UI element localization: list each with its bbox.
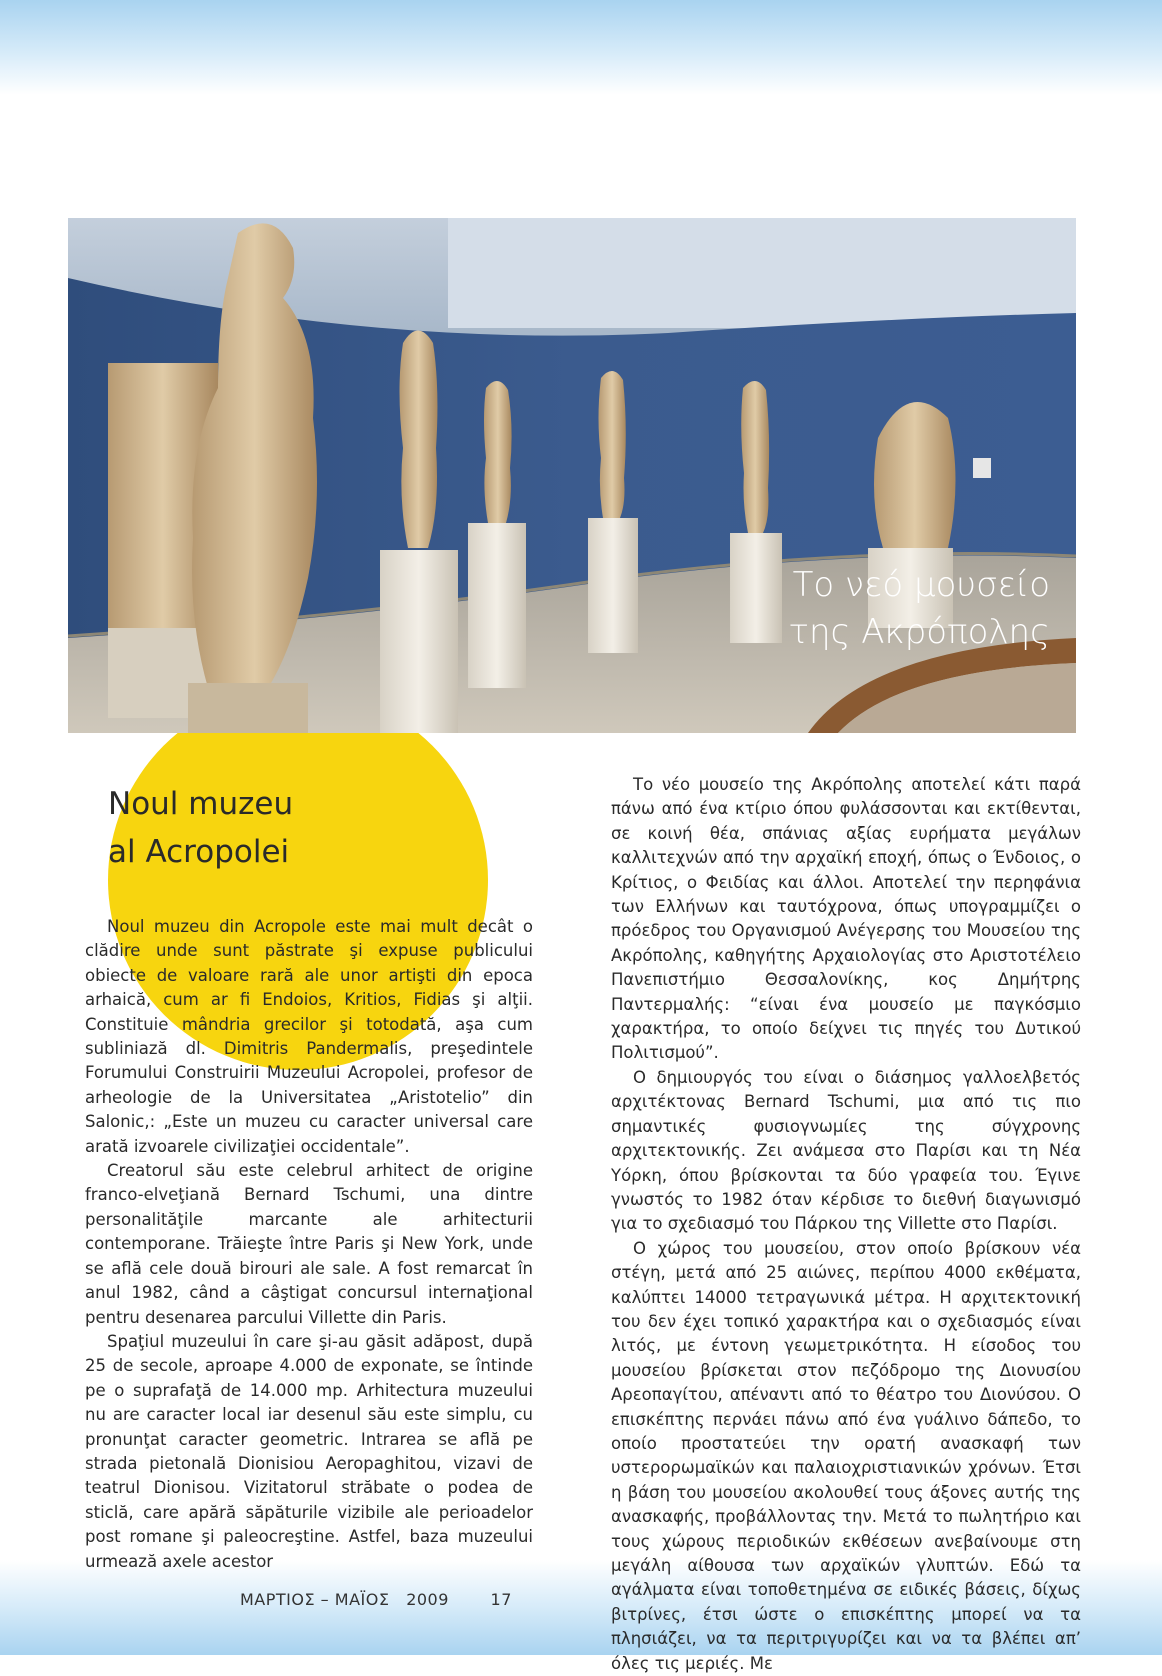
top-gradient-band xyxy=(0,0,1162,95)
greek-paragraph-3: Ο χώρος του μουσείου, στον οποίο βρίσκουν νέα στέγη, μετά από 25 αιώνες, περίπου 4000 εκθέματα, καλύπτει 14000 τετραγωνικά μέτρα. Η αρχιτεκτονική του δεν έχει τοπικό χαρακτήρα και ο σχεδιασμός είναι λιτός, με έντονη γεωμετρικότητα. Η είσοδος του μουσείου βρίσκεται στον πεζόδρομο της Διονυσίου Αρεοπαγίτου, απέναντι από το θέατρο του Διονύσου. Ο επισκέπτης περνάει πάνω από ένα γυάλινο δάπεδο, το οποίο προστατεύει την ορατή ανασκαφή των υστερορωμαϊκών και παλαιοχριστιανικών χρόνων. Έτσι η βάση του μουσείου ακολουθεί τους άξονες αυτής της ανασκαφής, προβάλλοντας την. Μετά το πωλητήριο και τους χώρους περιοδικών εκθέσεων ανεβαίνουμε στη μεγάλη αίθουσα των αρχαϊκών γλυπτών. Εδώ τα αγάλματα είναι τοποθετημένα σε ειδικές βάσεις, δίχως βιτρίνες, έτσι ώστε ο επισκέπτης μπορεί να τα πλησιάζει, να τα περιτριγυρίζει και να τα βλέπει απ’ όλες τις μεριές. Με xyxy=(611,1238,1081,1673)
photo-title-line-1: Το νεό μουσείο xyxy=(792,565,1050,605)
romanian-paragraph-2: Creatorul său este celebrul arhitect de origine franco-elveţiană Bernard Tschumi, una dintre personalităţile marcante ale arhitecturii contemporane. Trăieşte între Paris şi New York, unde se află cele două birouri ale sale. A fost remarcat în anul 1982, când a câştigat concursul internaţional pentru desenarea parcului Villette din Paris. xyxy=(85,1161,533,1327)
romanian-paragraph-1: Noul muzeu din Acropole este mai mult decât o clădire unde sunt păstrate şi expuse publicului obiecte de valoare rară ale unor artişti din epoca arhaică, cum ar fi Endoios, Kritios, Fidias şi alţii. Constituie mândria grecilor şi totodată, aşa cum subliniază dl. Dimitris Pandermalis, preşedintele Forumului Construirii Muzeului Acropolei, profesor de arheologie de la Universitatea „Aristotelio” din Salonic,: „Este un muzeu cu caracter universal care arată izvoarele civilizaţiei occidentale”. xyxy=(85,917,533,1156)
romanian-heading-line-1: Noul muzeu xyxy=(108,786,294,822)
photo-title-line-2: της Ακρόπολης xyxy=(788,612,1050,652)
romanian-heading-line-2: al Acropolei xyxy=(108,834,290,870)
greek-paragraph-1: Το νέο μουσείο της Ακρόπολης αποτελεί κάτι παρά πάνω από ένα κτίριο όπου φυλάσσονται και εκτίθενται, σε κοινή θέα, σπάνιας αξίας ευρήματα μεγάλων καλλιτεχνών από την αρχαϊκή εποχή, όπως ο Ένδοιος, ο Κρίτιος, ο Φειδίας και άλλοι. Αποτελεί την περηφάνια των Ελλήνων και ταυτόχρονα, όπως υπογραμμίζει ο πρόεδρος του Οργανισμού Ανέγερσης του Μουσείου της Ακρόπολης, καθηγήτης Αρχαιολογίας στο Αριστοτέλειο Πανεπιστήμιο Θεσσαλονίκης, κος Δημήτρης Παντερμαλής: “είναι ένα μουσείο με παγκόσμιο χαρακτήρα, το οποίο δείχνει τις πηγές του Δυτικού Πολιτισμού”. xyxy=(611,775,1081,1063)
page-number: 17 xyxy=(490,1590,512,1609)
romanian-heading xyxy=(108,780,293,876)
romanian-text-column xyxy=(85,915,533,1574)
footer-issue-date: ΜΑΡΤΙΟΣ – ΜΑΪΟΣ 2009 xyxy=(240,1590,449,1609)
greek-paragraph-2: Ο δημιουργός του είναι ο διάσημος γαλλοελβετός αρχιτέκτονας Bernard Tschumi, μια από τις πιο σημαντικές φυσιογνωμίες της σύγχρονης αρχιτεκτονικής. Ζει ανάμεσα στο Παρίσι και τη Νέα Υόρκη, όπου βρίσκονται τα δύο γραφεία του. Έγινε γνωστός το 1982 όταν κέρδισε το διεθνή διαγωνισμό για το σχεδιασμό του Πάρκου της Villette στο Παρίσι. xyxy=(611,1067,1081,1234)
museum-photo xyxy=(68,218,1076,733)
greek-text-column xyxy=(611,773,1081,1676)
romanian-paragraph-3: Spaţiul muzeului în care şi-au găsit adăpost, după 25 de secole, aproape 4.000 de exponate, se întinde pe o suprafaţă de 14.000 mp. Arhitectura muzeului nu are caracter local iar desenul său este simplu, cu pronunţat caracter geometric. Intrarea se află pe strada pietonală Dionisiou Aeropaghitou, vizavi de teatrul Dionisou. Vizitatorul străbate o podea de sticlă, care apără săpăturile vizibile ale perioadelor post romane şi paleocreştine. Astfel, baza muzeului urmează axele acestor xyxy=(85,1331,533,1571)
page-footer xyxy=(240,1590,512,1609)
photo-title xyxy=(788,562,1050,656)
